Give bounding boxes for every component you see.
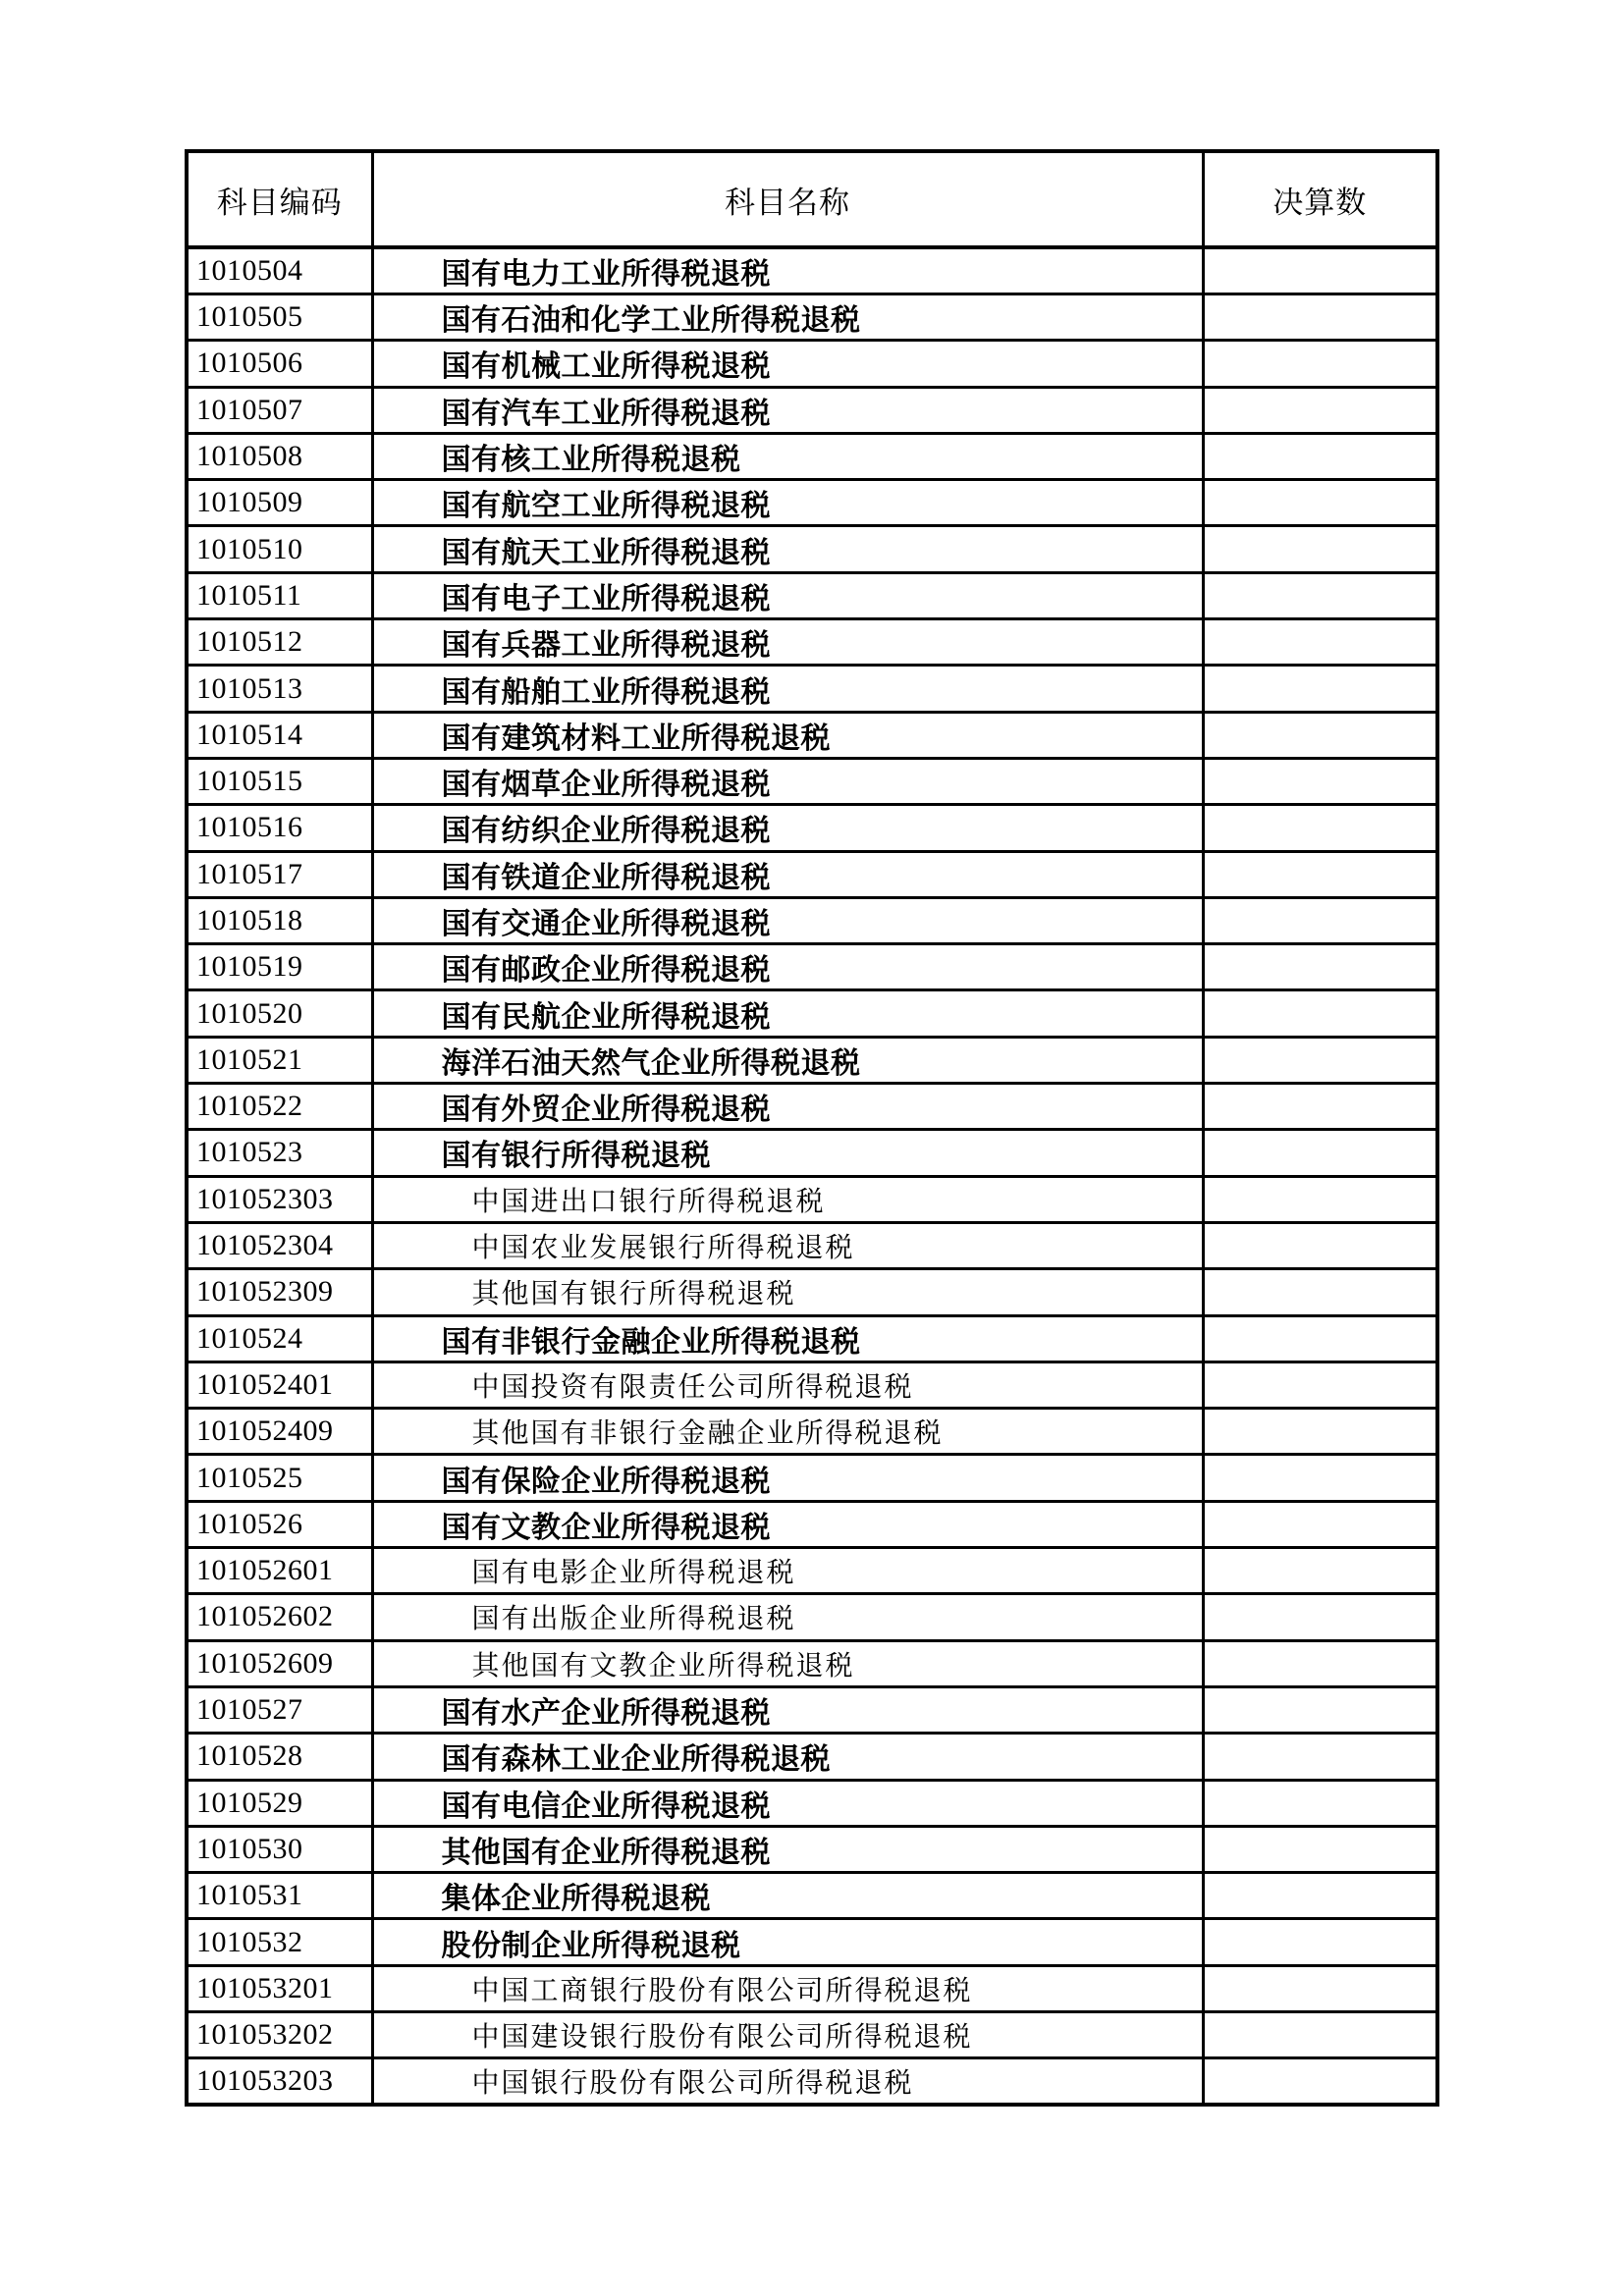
- final-account-amount-cell: [1203, 1640, 1437, 1686]
- final-account-amount-cell: [1203, 247, 1437, 294]
- subject-name-cell: 国有航天工业所得税退税: [372, 526, 1203, 572]
- subject-name-cell: 其他国有非银行金融企业所得税退税: [372, 1409, 1203, 1455]
- subject-name-cell: 国有铁道企业所得税退税: [372, 851, 1203, 897]
- subject-code-cell: 101052309: [187, 1269, 372, 1315]
- final-account-amount-cell: [1203, 387, 1437, 433]
- final-account-amount-cell: [1203, 526, 1437, 572]
- subject-code-cell: 1010505: [187, 294, 372, 341]
- table-row: [187, 1269, 1437, 1315]
- subject-name-cell: 国有电影企业所得税退税: [372, 1548, 1203, 1594]
- subject-code-cell: 101052609: [187, 1640, 372, 1686]
- subject-name-cell: 国有电子工业所得税退税: [372, 572, 1203, 618]
- table-row: [187, 1594, 1437, 1640]
- final-account-amount-cell: [1203, 1501, 1437, 1547]
- subject-name-cell: 国有森林工业企业所得税退税: [372, 1734, 1203, 1780]
- subject-name-cell: 国有建筑材料工业所得税退税: [372, 712, 1203, 758]
- subject-code-cell: 1010512: [187, 619, 372, 666]
- subject-code-cell: 101052304: [187, 1222, 372, 1268]
- subject-name-cell: 国有外贸企业所得税退税: [372, 1084, 1203, 1130]
- table-row: [187, 1640, 1437, 1686]
- subject-name-cell: 中国银行股份有限公司所得税退税: [372, 2058, 1203, 2105]
- subject-name-cell: 国有机械工业所得税退税: [372, 341, 1203, 387]
- subject-code-cell: 101052303: [187, 1176, 372, 1222]
- subject-name-cell: 国有文教企业所得税退税: [372, 1501, 1203, 1547]
- subject-name-cell: 其他国有银行所得税退税: [372, 1269, 1203, 1315]
- subject-name-cell: 国有电信企业所得税退税: [372, 1780, 1203, 1826]
- table-row: [187, 1315, 1437, 1362]
- table-row: [187, 341, 1437, 387]
- final-account-amount-cell: [1203, 1222, 1437, 1268]
- final-account-amount-cell: [1203, 897, 1437, 943]
- subject-name-cell: 集体企业所得税退税: [372, 1873, 1203, 1919]
- table-row: [187, 2011, 1437, 2057]
- subject-code-cell: 101053201: [187, 1965, 372, 2011]
- subject-name-cell: 国有非银行金融企业所得税退税: [372, 1315, 1203, 1362]
- table-row: [187, 1826, 1437, 1872]
- final-account-amount-cell: [1203, 851, 1437, 897]
- table-row: [187, 1965, 1437, 2011]
- table-row: [187, 1501, 1437, 1547]
- subject-code-cell: 101052401: [187, 1362, 372, 1408]
- final-account-amount-cell: [1203, 1919, 1437, 1965]
- subject-code-cell: 101052409: [187, 1409, 372, 1455]
- subject-code-cell: 1010526: [187, 1501, 372, 1547]
- subject-code-cell: 1010524: [187, 1315, 372, 1362]
- subject-name-cell: 中国工商银行股份有限公司所得税退税: [372, 1965, 1203, 2011]
- table-row: [187, 433, 1437, 479]
- final-account-amount-cell: [1203, 1594, 1437, 1640]
- subject-code-cell: 101053202: [187, 2011, 372, 2057]
- subject-name-cell: 国有汽车工业所得税退税: [372, 387, 1203, 433]
- subject-code-cell: 1010522: [187, 1084, 372, 1130]
- subject-code-cell: 1010510: [187, 526, 372, 572]
- final-account-amount-cell: [1203, 712, 1437, 758]
- final-account-amount-cell: [1203, 1873, 1437, 1919]
- subject-name-cell: 中国农业发展银行所得税退税: [372, 1222, 1203, 1268]
- subject-code-cell: 1010506: [187, 341, 372, 387]
- final-account-amount-cell: [1203, 294, 1437, 341]
- final-account-amount-cell: [1203, 990, 1437, 1037]
- subject-code-cell: 1010514: [187, 712, 372, 758]
- subject-code-cell: 1010517: [187, 851, 372, 897]
- table-row: [187, 897, 1437, 943]
- subject-name-cell: 股份制企业所得税退税: [372, 1919, 1203, 1965]
- header-subject-name: 科目名称: [372, 151, 1203, 247]
- table-row: [187, 2058, 1437, 2105]
- final-account-amount-cell: [1203, 1826, 1437, 1872]
- table-row: [187, 851, 1437, 897]
- subject-code-cell: 1010527: [187, 1686, 372, 1733]
- subject-name-cell: 国有纺织企业所得税退税: [372, 805, 1203, 851]
- table-row: [187, 1222, 1437, 1268]
- subject-code-cell: 1010504: [187, 247, 372, 294]
- table-row: [187, 1548, 1437, 1594]
- final-account-amount-cell: [1203, 1084, 1437, 1130]
- subject-code-cell: 1010509: [187, 480, 372, 526]
- subject-code-cell: 101053203: [187, 2058, 372, 2105]
- final-account-amount-cell: [1203, 572, 1437, 618]
- subject-name-cell: 国有兵器工业所得税退税: [372, 619, 1203, 666]
- subject-name-cell: 国有民航企业所得税退税: [372, 990, 1203, 1037]
- subject-code-cell: 1010515: [187, 758, 372, 804]
- final-account-amount-cell: [1203, 341, 1437, 387]
- subject-name-cell: 中国进出口银行所得税退税: [372, 1176, 1203, 1222]
- subject-code-cell: 1010518: [187, 897, 372, 943]
- final-account-amount-cell: [1203, 480, 1437, 526]
- final-account-amount-cell: [1203, 1130, 1437, 1176]
- final-account-amount-cell: [1203, 666, 1437, 712]
- subject-code-cell: 1010532: [187, 1919, 372, 1965]
- table-row: [187, 1362, 1437, 1408]
- final-account-amount-cell: [1203, 1315, 1437, 1362]
- subject-code-cell: 1010519: [187, 944, 372, 990]
- subject-code-cell: 1010523: [187, 1130, 372, 1176]
- header-subject-code: 科目编码: [187, 151, 372, 247]
- subject-code-cell: 1010511: [187, 572, 372, 618]
- subject-name-cell: 国有银行所得税退税: [372, 1130, 1203, 1176]
- table-row: [187, 480, 1437, 526]
- table-row: [187, 1873, 1437, 1919]
- final-account-amount-cell: [1203, 1686, 1437, 1733]
- subject-code-cell: 1010528: [187, 1734, 372, 1780]
- subject-name-cell: 国有电力工业所得税退税: [372, 247, 1203, 294]
- table-row: [187, 666, 1437, 712]
- final-account-amount-cell: [1203, 1269, 1437, 1315]
- final-account-amount-cell: [1203, 1734, 1437, 1780]
- subject-code-cell: 1010521: [187, 1037, 372, 1083]
- subject-code-cell: 101052602: [187, 1594, 372, 1640]
- subject-code-cell: 1010530: [187, 1826, 372, 1872]
- subject-name-cell: 国有邮政企业所得税退税: [372, 944, 1203, 990]
- final-account-amount-cell: [1203, 2058, 1437, 2105]
- final-account-amount-cell: [1203, 1409, 1437, 1455]
- final-account-amount-cell: [1203, 1965, 1437, 2011]
- final-account-amount-cell: [1203, 944, 1437, 990]
- subject-code-cell: 1010525: [187, 1455, 372, 1501]
- subject-code-cell: 1010508: [187, 433, 372, 479]
- subject-name-cell: 海洋石油天然气企业所得税退税: [372, 1037, 1203, 1083]
- table-row: [187, 805, 1437, 851]
- table-row: [187, 1084, 1437, 1130]
- subject-name-cell: 其他国有文教企业所得税退税: [372, 1640, 1203, 1686]
- final-account-amount-cell: [1203, 2011, 1437, 2057]
- table-row: [187, 944, 1437, 990]
- final-account-amount-cell: [1203, 805, 1437, 851]
- subject-name-cell: 国有航空工业所得税退税: [372, 480, 1203, 526]
- table-row: [187, 1686, 1437, 1733]
- final-account-amount-cell: [1203, 619, 1437, 666]
- table-row: [187, 1130, 1437, 1176]
- subject-code-cell: 1010529: [187, 1780, 372, 1826]
- subject-code-cell: 1010531: [187, 1873, 372, 1919]
- subject-code-cell: 1010516: [187, 805, 372, 851]
- table-body: [187, 247, 1437, 2105]
- table-row: [187, 1455, 1437, 1501]
- subject-name-cell: 国有水产企业所得税退税: [372, 1686, 1203, 1733]
- subject-name-cell: 国有船舶工业所得税退税: [372, 666, 1203, 712]
- final-account-amount-cell: [1203, 433, 1437, 479]
- table-header-row: [187, 151, 1437, 247]
- table-row: [187, 758, 1437, 804]
- subject-name-cell: 国有石油和化学工业所得税退税: [372, 294, 1203, 341]
- table-row: [187, 294, 1437, 341]
- table-row: [187, 1409, 1437, 1455]
- subject-code-cell: 1010507: [187, 387, 372, 433]
- subject-code-cell: 1010513: [187, 666, 372, 712]
- subject-name-cell: 国有保险企业所得税退税: [372, 1455, 1203, 1501]
- final-account-amount-cell: [1203, 1176, 1437, 1222]
- subject-name-cell: 中国投资有限责任公司所得税退税: [372, 1362, 1203, 1408]
- subject-code-cell: 101052601: [187, 1548, 372, 1594]
- table-row: [187, 619, 1437, 666]
- table-row: [187, 572, 1437, 618]
- subject-name-cell: 国有出版企业所得税退税: [372, 1594, 1203, 1640]
- final-account-amount-cell: [1203, 1362, 1437, 1408]
- table-row: [187, 1037, 1437, 1083]
- subject-code-cell: 1010520: [187, 990, 372, 1037]
- final-account-amount-cell: [1203, 1455, 1437, 1501]
- subject-name-cell: 中国建设银行股份有限公司所得税退税: [372, 2011, 1203, 2057]
- final-account-amount-cell: [1203, 1037, 1437, 1083]
- final-account-amount-cell: [1203, 1548, 1437, 1594]
- final-account-amount-cell: [1203, 758, 1437, 804]
- subject-name-cell: 国有核工业所得税退税: [372, 433, 1203, 479]
- table-row: [187, 247, 1437, 294]
- subject-name-cell: 其他国有企业所得税退税: [372, 1826, 1203, 1872]
- table-row: [187, 387, 1437, 433]
- table-row: [187, 526, 1437, 572]
- table-row: [187, 990, 1437, 1037]
- table-row: [187, 1780, 1437, 1826]
- table-row: [187, 712, 1437, 758]
- table-row: [187, 1176, 1437, 1222]
- table-row: [187, 1919, 1437, 1965]
- subject-table: [185, 149, 1439, 2107]
- header-final-account-amount: 决算数: [1203, 151, 1437, 247]
- subject-name-cell: 国有交通企业所得税退税: [372, 897, 1203, 943]
- table-row: [187, 1734, 1437, 1780]
- final-account-amount-cell: [1203, 1780, 1437, 1826]
- subject-name-cell: 国有烟草企业所得税退税: [372, 758, 1203, 804]
